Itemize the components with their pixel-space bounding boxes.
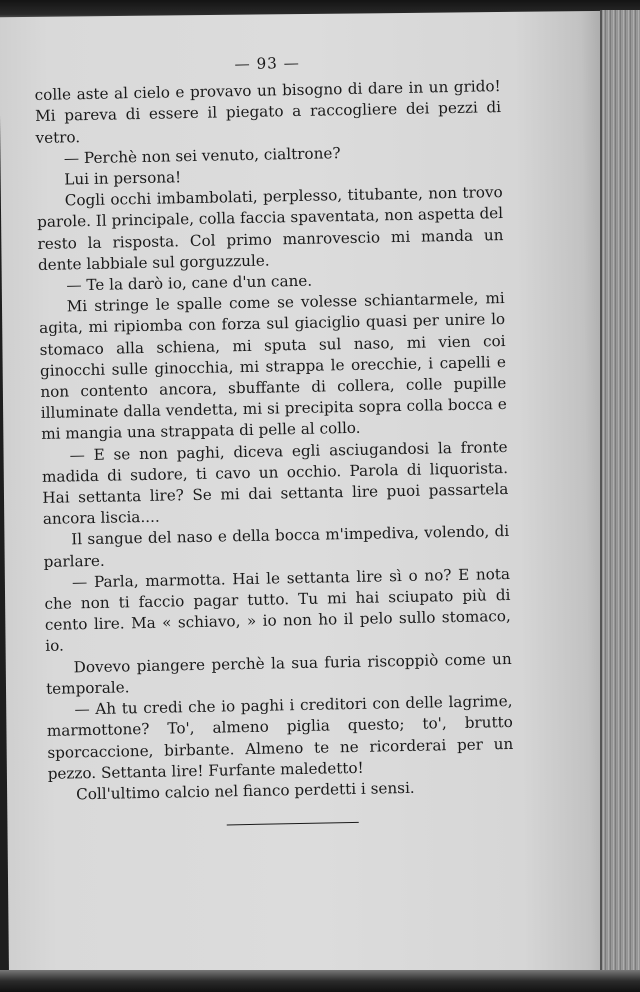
page-bottom-edge [0,970,640,992]
page-number: — 93 — [234,53,300,74]
paragraph: Mi stringe le spalle come se volesse schiantarmele, mi agita, mi ripiomba con forza sul giaciglio quasi per unire lo stomaco alla schiena, mi sputa sul naso, mi vien coi ginocchi sulle ginocchia, mi strappa le orecchie, i capelli e non contento ancora, sbuffante di collera, colle pupille illuminate dalla vendetta, mi si precipita sopra colla bocca e mi mangia una strappata di pelle al collo. [39,289,507,444]
page-stack-edge [600,10,640,982]
paragraph: — Perchè non sei venuto, cialtrone? [63,143,341,168]
paragraph: Lui in persona! [64,168,182,189]
paragraph: — Te la darò io, cane d'un cane. [66,271,313,295]
paragraph: — Parla, marmotta. Hai le settanta lire sì o no? E nota che non ti faccio pagar tutto. Tu mi hai sciupato più di cento lire. Ma « schiavo, » io non ho il pelo sullo stomaco, io. [44,564,511,656]
paragraph: Il sangue del naso e della bocca m'impediva, volendo, di parlare. [43,522,510,571]
text-block [34,49,515,829]
paragraph: colle aste al cielo e provavo un bisogno di dare in un grido! Mi pareva di essere il piegato a raccogliere dei pezzi di vetro. [34,77,502,147]
paragraph: — Ah tu credi che io paghi i creditori con delle lagrime, marmottone? To', almeno piglia questo; to', brutto sporcaccione, birbante. Almeno te ne ricorderai per un pezzo. Settanta lire! Furfante maledetto! [46,692,514,783]
paragraph: — E se non paghi, diceva egli asciugandosi la fronte madida di sudore, ti cavo un occhio. Parola di liquorista. Hai settanta lire? Se mi dai settanta lire puoi passartela ancora liscia.... [41,437,509,529]
paragraph: Dovevo piangere perchè la sua furia riscoppiò come un temporale. [45,649,512,698]
paragraph: Coll'ultimo calcio nel fianco perdetti i sensi. [75,778,415,804]
paragraph: Cogli occhi imbambolati, perplesso, titubante, non trovo parole. Il principale, colla faccia spaventata, non aspetta del resto la risposta. Col primo manrovescio mi manda un dente labbiale sul gorguzzule. [36,183,504,274]
